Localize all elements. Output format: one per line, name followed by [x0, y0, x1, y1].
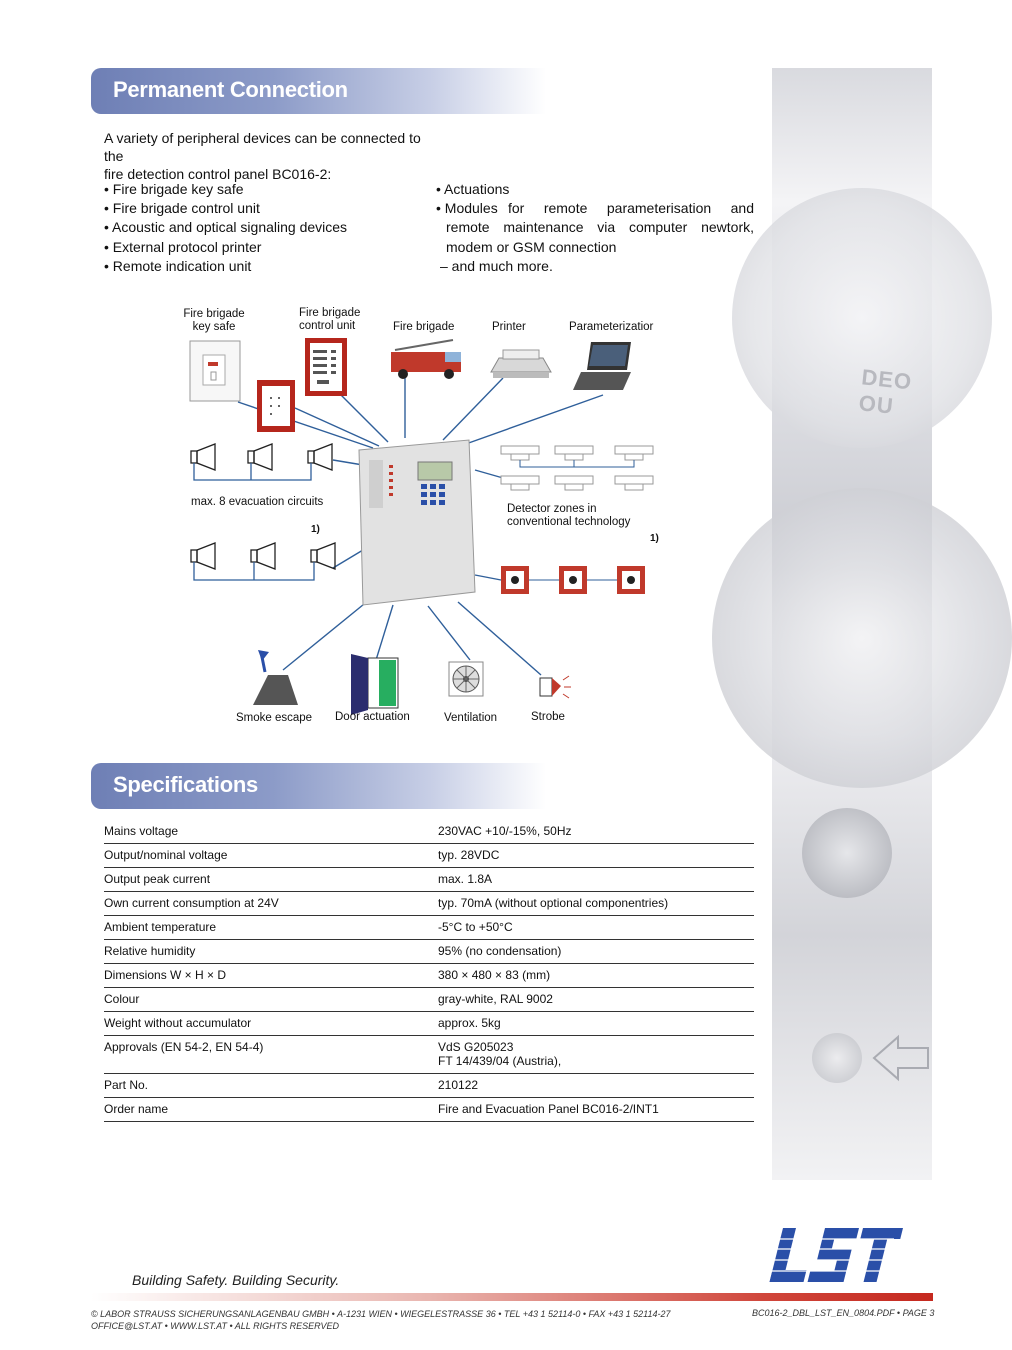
door-actuation-label: Door actuation	[335, 711, 410, 723]
list-item-start: • Modules	[436, 200, 498, 217]
spec-value: approx. 5kg	[438, 1012, 754, 1036]
spec-key: Order name	[104, 1098, 438, 1122]
list-item: – and much more.	[440, 257, 553, 274]
tagline: Building Safety. Building Security.	[132, 1272, 340, 1288]
list-item-continuation: for remote parameterisation and remote maintenance via computer newtork, modem or GSM connection	[446, 200, 754, 255]
footer-rule	[91, 1293, 933, 1301]
specifications-title: Specifications	[113, 772, 258, 797]
key-box-icon	[257, 380, 295, 432]
fire-brigade-control-unit-icon	[305, 338, 347, 396]
svg-text:LST: LST	[764, 1211, 794, 1228]
lst-logo	[764, 1211, 894, 1288]
table-row	[104, 820, 754, 844]
table-row	[104, 868, 754, 892]
spec-value: 230VAC +10/-15%, 50Hz	[438, 820, 754, 844]
manual-call-point-row	[501, 566, 645, 594]
footnote-marker: 1)	[650, 533, 659, 544]
table-row	[104, 1012, 754, 1036]
parameterization-label: Parameterizatior	[569, 321, 654, 333]
list-item: • External protocol printer	[104, 238, 262, 255]
spec-key: Weight without accumulator	[104, 1012, 438, 1036]
spec-key: Output/nominal voltage	[104, 844, 438, 868]
control-unit-label: Fire brigade control unit	[299, 307, 361, 332]
spec-key: Approvals (EN 54-2, EN 54-4)	[104, 1036, 438, 1074]
ventilation-label: Ventilation	[444, 712, 498, 724]
key-safe-icon	[190, 341, 240, 401]
smoke-escape-label: Smoke escape	[236, 712, 313, 724]
table-row	[104, 988, 754, 1012]
spec-key: Ambient temperature	[104, 916, 438, 940]
spec-key: Output peak current	[104, 868, 438, 892]
spec-value: Fire and Evacuation Panel BC016-2/INT1	[438, 1098, 754, 1122]
footnote-marker: 1)	[311, 524, 320, 535]
spec-value: typ. 28VDC	[438, 844, 754, 868]
specifications-header	[91, 763, 546, 809]
ventilation-icon	[449, 662, 483, 696]
side-photo-text: DEO OU	[857, 364, 914, 419]
side-photo-strip	[772, 68, 932, 1180]
specifications-table	[104, 820, 754, 1122]
arrow-left-icon	[872, 1033, 932, 1083]
fire-panel-icon	[359, 440, 475, 605]
fire-brigade-label: Fire brigade	[393, 321, 455, 333]
list-item: • Acoustic and optical signaling devices	[104, 219, 348, 236]
table-row	[104, 916, 754, 940]
list-item: • Remote indication unit	[104, 257, 252, 274]
table-row	[104, 1036, 754, 1074]
spec-key: Dimensions W × H × D	[104, 964, 438, 988]
table-row	[104, 940, 754, 964]
list-item: • Fire brigade control unit	[104, 200, 260, 217]
list-item: • Actuations	[436, 181, 510, 197]
intro-line-2: fire detection control panel BC016-2:	[104, 166, 332, 182]
spec-key: Colour	[104, 988, 438, 1012]
spec-value: VdS G205023 FT 14/439/04 (Austria),	[438, 1036, 754, 1074]
list-item: • Fire brigade key safe	[104, 181, 244, 197]
evacuation-circuits-label: max. 8 evacuation circuits	[191, 496, 324, 508]
detector-zones-label: Detector zones in conventional technology	[507, 503, 631, 528]
spec-key: Own current consumption at 24V	[104, 892, 438, 916]
spec-key: Relative humidity	[104, 940, 438, 964]
intro-line-1: A variety of peripheral devices can be connected to the	[104, 130, 421, 164]
key-safe-label: Fire brigade key safe	[183, 308, 245, 333]
key-photo	[802, 808, 892, 898]
permanent-connection-title: Permanent Connection	[113, 77, 348, 102]
bullet-list-right	[436, 180, 754, 276]
table-row	[104, 1098, 754, 1122]
footer-company-info: © LABOR STRAUSS SICHERUNGSANLAGENBAU GMBH • A-1231 WIEN • WIEGELESTRASSE 36 • TEL +43 1 52114-0 • FAX +43 1 52114-27 OFFICE@LST.AT • WWW.LST.AT • ALL RIGHTS RESERVED	[91, 1309, 671, 1331]
strobe-label: Strobe	[531, 711, 565, 723]
footer-doc-reference: BC016-2_DBL_LST_EN_0804.PDF • PAGE 3	[752, 1308, 935, 1318]
table-row	[104, 1074, 754, 1098]
permanent-connection-header	[91, 68, 546, 114]
spec-value: gray-white, RAL 9002	[438, 988, 754, 1012]
spec-value: -5°C to +50°C	[438, 916, 754, 940]
printer-label: Printer	[492, 321, 526, 333]
spec-value: typ. 70mA (without optional componentries)	[438, 892, 754, 916]
table-row	[104, 964, 754, 988]
spec-key: Part No.	[104, 1074, 438, 1098]
door-actuation-icon	[351, 654, 398, 715]
detector-photo-middle	[712, 488, 1012, 788]
spec-value: 380 × 480 × 83 (mm)	[438, 964, 754, 988]
table-row	[104, 892, 754, 916]
connection-diagram	[183, 300, 665, 725]
spec-value: 210122	[438, 1074, 754, 1098]
button-photo	[812, 1033, 862, 1083]
spec-value: 95% (no condensation)	[438, 940, 754, 964]
spec-key: Mains voltage	[104, 820, 438, 844]
spec-value: max. 1.8A	[438, 868, 754, 892]
table-row	[104, 844, 754, 868]
intro-text	[104, 129, 444, 183]
bullet-list-left	[104, 180, 424, 276]
